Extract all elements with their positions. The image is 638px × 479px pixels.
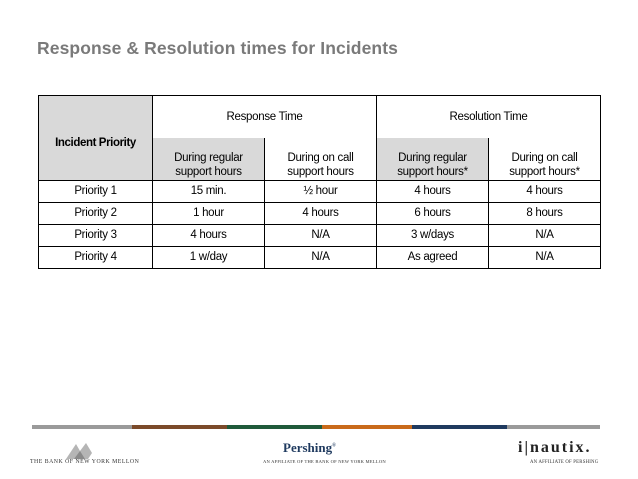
table-cell: As agreed [377,247,489,269]
priority-cell: Priority 3 [39,225,153,247]
table-cell: 4 hours [265,203,377,225]
footer-bar-segment [322,425,412,429]
pershing-logo-text: Pershing [283,440,333,455]
table-row [39,225,601,247]
subheader-line: During regular [398,152,467,164]
priority-cell: Priority 1 [39,181,153,203]
bny-mellon-logo-text: THE BANK OF NEW YORK MELLON [30,459,140,465]
footer-bar-segment [227,425,322,429]
table-row [39,181,601,203]
registered-mark: ® [332,443,336,449]
subheader-line: During on call [287,152,354,164]
table-row [39,203,601,225]
table-cell: 15 min. [153,181,265,203]
table-cell: ½ hour [265,181,377,203]
table-cell: N/A [265,225,377,247]
inautix-tagline: AN AFFILIATE OF PERSHING [530,460,599,465]
subheader-response-oncall [265,138,377,181]
table-cell: 4 hours [489,181,601,203]
footer-color-bar [32,425,600,429]
footer-bar-segment [32,425,132,429]
inautix-logo: i|nautix. [518,439,592,456]
subheader-resolution-regular [377,138,489,181]
page-title: Response & Resolution times for Incidents [37,38,398,58]
subheader-line: support hours* [397,166,468,178]
priority-cell: Priority 4 [39,247,153,269]
table-cell: N/A [489,247,601,269]
subheader-resolution-oncall [489,138,601,181]
table-cell: 3 w/days [377,225,489,247]
incident-priority-header [39,96,153,181]
subheader-line: support hours [175,166,242,178]
table-cell: N/A [489,225,601,247]
priority-cell: Priority 2 [39,203,153,225]
table-row [39,247,601,269]
table-cell: 6 hours [377,203,489,225]
subheader-line: support hours* [509,166,580,178]
table-cell: N/A [265,247,377,269]
incident-times-table [38,95,601,269]
resolution-time-header: Resolution Time [377,96,601,139]
subheader-line: During on call [511,152,578,164]
incident-priority-label: Incident Priority [55,136,136,149]
footer-bar-segment [132,425,227,429]
table-cell: 4 hours [377,181,489,203]
pershing-logo [283,440,336,456]
subheader-line: support hours [287,166,354,178]
subheader-response-regular [153,138,265,181]
subheader-line: During regular [174,152,243,164]
table-cell: 1 hour [153,203,265,225]
footer-bar-segment [412,425,507,429]
table-cell: 1 w/day [153,247,265,269]
response-time-header: Response Time [153,96,377,139]
table-cell: 4 hours [153,225,265,247]
table-cell: 8 hours [489,203,601,225]
pershing-tagline: AN AFFILIATE OF THE BANK OF NEW YORK MELLON [263,459,386,464]
footer-bar-segment [507,425,600,429]
